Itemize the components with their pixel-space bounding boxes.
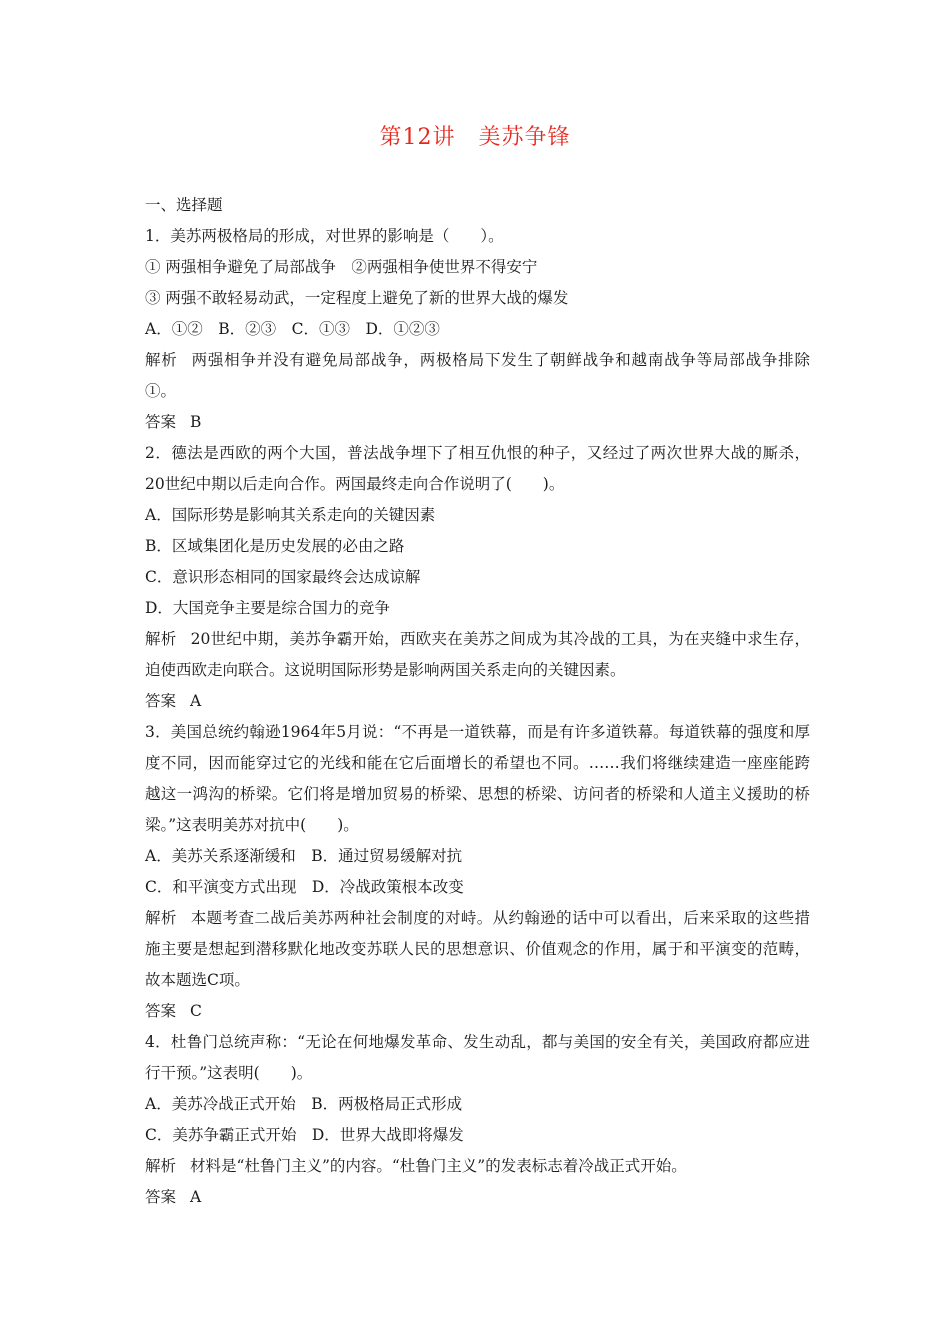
answer-label: 答案 [145, 413, 177, 431]
analysis-text: 本题考查二战后美苏两种社会制度的对峙。从约翰逊的话中可以看出，后来采取的这些措施主要是想起到潜移默化地改变苏联人民的思想意识、价值观念的作用，属于和平演变的范畴，故本题选C项。 [145, 909, 810, 989]
analysis [145, 345, 810, 407]
answer-label: 答案 [145, 1002, 177, 1020]
analysis [145, 624, 810, 686]
option-a: A．国际形势是影响其关系走向的关键因素 [145, 506, 436, 524]
option-d: D．大国竞争主要是综合国力的竞争 [145, 599, 390, 617]
question-stem: 3．美国总统约翰逊1964年5月说：“不再是一道铁幕，而是有许多道铁幕。每道铁幕的强度和厚度不同，因而能穿过它的光线和能在它后面增长的希望也不同。……我们将继续建造一座座能跨越这一鸿沟的桥梁。它们将是增加贸易的桥梁、思想的桥梁、访问者的桥梁和人道主义援助的桥梁。”这表明美苏对抗中( )。 [145, 723, 810, 834]
answer-value: A [190, 1188, 202, 1206]
section-heading: 一、选择题 [145, 196, 223, 214]
options-cd: C．美苏争霸正式开始 D．世界大战即将爆发 [145, 1126, 464, 1144]
question-options: A．①② B．②③ C．①③ D．①②③ [145, 320, 440, 338]
answer-label: 答案 [145, 1188, 177, 1206]
question-statement: ① 两强相争避免了局部战争 ②两强相争使世界不得安宁 [145, 258, 538, 276]
options-cd: C．和平演变方式出现 D．冷战政策根本改变 [145, 878, 464, 896]
answer [145, 686, 810, 717]
options-ab: A．美苏冷战正式开始 B．两极格局正式形成 [145, 1095, 463, 1113]
question-stem: 1．美苏两极格局的形成，对世界的影响是（ ）。 [145, 227, 504, 245]
answer [145, 1182, 810, 1213]
analysis [145, 903, 810, 996]
answer [145, 996, 810, 1027]
analysis [145, 1151, 810, 1182]
options-ab: A．美苏关系逐渐缓和 B．通过贸易缓解对抗 [145, 847, 463, 865]
answer-value: B [190, 413, 202, 431]
answer-value: A [190, 692, 202, 710]
question-statement: ③ 两强不敢轻易动武，一定程度上避免了新的世界大战的爆发 [145, 289, 569, 307]
answer [145, 407, 810, 438]
answer-label: 答案 [145, 692, 177, 710]
option-c: C．意识形态相同的国家最终会达成谅解 [145, 568, 421, 586]
question-2 [145, 438, 810, 717]
analysis-text: 两强相争并没有避免局部战争，两极格局下发生了朝鲜战争和越南战争等局部战争排除①。 [145, 351, 810, 400]
analysis-text: 材料是“杜鲁门主义”的内容。“杜鲁门主义”的发表标志着冷战正式开始。 [190, 1157, 687, 1175]
page-title: 第12讲 美苏争锋 [379, 125, 571, 150]
analysis-label: 解析 [145, 1157, 177, 1175]
question-stem: 4．杜鲁门总统声称：“无论在何地爆发革命、发生动乱，都与美国的安全有关，美国政府都应进行干预。”这表明( )。 [145, 1033, 810, 1082]
exercise-content [145, 190, 810, 1213]
answer-value: C [190, 1002, 202, 1020]
analysis-label: 解析 [145, 909, 177, 927]
question-1 [145, 221, 810, 438]
question-stem: 2．德法是西欧的两个大国，普法战争埋下了相互仇恨的种子，又经过了两次世界大战的厮杀，20世纪中期以后走向合作。两国最终走向合作说明了( )。 [145, 444, 810, 493]
analysis-label: 解析 [145, 630, 177, 648]
question-3 [145, 717, 810, 1027]
analysis-label: 解析 [145, 351, 178, 369]
option-b: B．区域集团化是历史发展的必由之路 [145, 537, 405, 555]
analysis-text: 20世纪中期，美苏争霸开始，西欧夹在美苏之间成为其冷战的工具，为在夹缝中求生存，迫使西欧走向联合。这说明国际形势是影响两国关系走向的关键因素。 [145, 630, 810, 679]
question-4 [145, 1027, 810, 1213]
